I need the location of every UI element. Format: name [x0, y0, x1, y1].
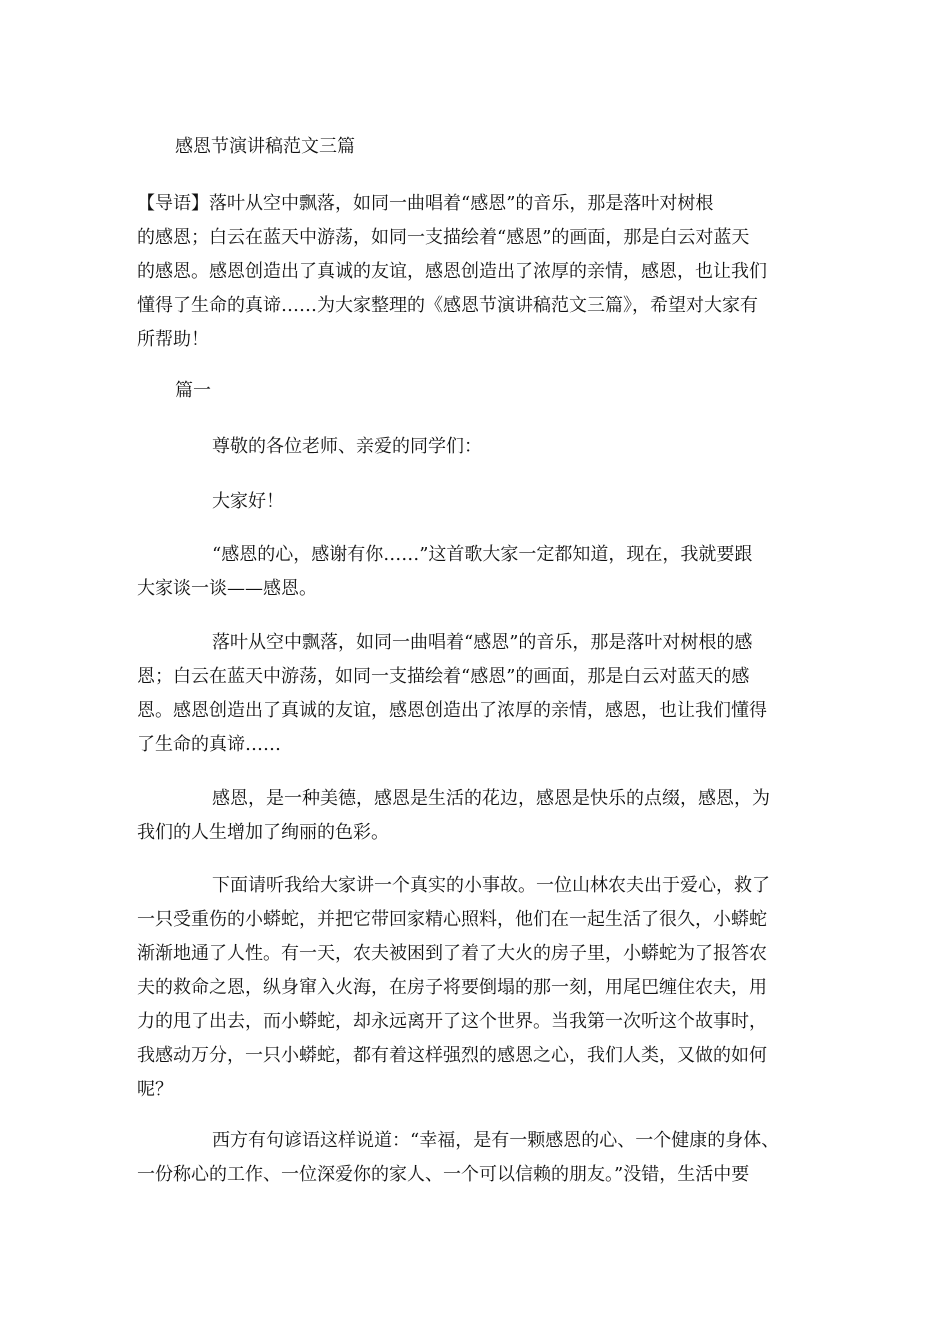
paragraph-line: 西方有句谚语这样说道：“幸福，是有一颗感恩的心、一个健康的身体、: [212, 1130, 780, 1151]
paragraph-5: [137, 1124, 817, 1192]
paragraph-line: 呢？: [137, 1079, 173, 1100]
intro-line: 【导语】落叶从空中飘落，如同一曲唱着“感恩”的音乐，那是落叶对树根: [137, 193, 714, 214]
salutation: 尊敬的各位老师、亲爱的同学们：: [212, 436, 482, 457]
paragraph-line: 夫的救命之恩，纵身窜入火海，在房子将要倒塌的那一刻，用尾巴缠住农夫，用: [137, 977, 767, 998]
intro-line: 所帮助！: [137, 329, 209, 350]
paragraph-4: [137, 869, 817, 1107]
paragraph-line: 一份称心的工作、一位深爱你的家人、一个可以信赖的朋友。”没错，生活中要: [137, 1164, 750, 1185]
paragraph-line: 下面请听我给大家讲一个真实的小事故。一位山林农夫出于爱心，救了: [212, 875, 770, 896]
paragraph-line: 力的甩了出去，而小蟒蛇，却永远离开了这个世界。当我第一次听这个故事时，: [137, 1011, 767, 1032]
paragraph-line: 恩。感恩创造出了真诚的友谊，感恩创造出了浓厚的亲情，感恩，也让我们懂得: [137, 700, 767, 721]
paragraph-line: 恩；白云在蓝天中游荡，如同一支描绘着“感恩”的画面，那是白云对蓝天的感: [137, 666, 750, 687]
paragraph-line: 我们的人生增加了绚丽的色彩。: [137, 822, 389, 843]
paragraph-line: 一只受重伤的小蟒蛇，并把它带回家精心照料，他们在一起生活了很久，小蟒蛇: [137, 909, 767, 930]
intro-line: 懂得了生命的真谛……为大家整理的《感恩节演讲稿范文三篇》，希望对大家有: [137, 295, 758, 316]
intro-line: 的感恩；白云在蓝天中游荡，如同一支描绘着“感恩”的画面，那是白云对蓝天: [137, 227, 750, 248]
paragraph-line: 大家谈一谈——感恩。: [137, 578, 317, 599]
paragraph-line: “感恩的心，感谢有你……”这首歌大家一定都知道，现在，我就要跟: [212, 544, 753, 565]
document-title: 感恩节演讲稿范文三篇: [175, 136, 355, 157]
paragraph-line: 感恩，是一种美德，感恩是生活的花边，感恩是快乐的点缀，感恩，为: [212, 788, 770, 809]
paragraph-3: [137, 782, 817, 850]
intro-line: 的感恩。感恩创造出了真诚的友谊，感恩创造出了浓厚的亲情，感恩，也让我们: [137, 261, 767, 282]
paragraph-line: 渐渐地通了人性。有一天，农夫被困到了着了大火的房子里，小蟒蛇为了报答农: [137, 943, 767, 964]
paragraph-line: 了生命的真谛……: [137, 734, 281, 755]
section-heading: 篇一: [175, 380, 211, 401]
paragraph-line: 落叶从空中飘落，如同一曲唱着“感恩”的音乐，那是落叶对树根的感: [212, 632, 753, 653]
paragraph-line: 我感动万分，一只小蟒蛇，都有着这样强烈的感恩之心，我们人类，又做的如何: [137, 1045, 767, 1066]
paragraph-1: [137, 538, 817, 606]
intro-paragraph: [137, 187, 817, 357]
greeting: 大家好！: [212, 491, 284, 512]
paragraph-2: [137, 626, 817, 762]
